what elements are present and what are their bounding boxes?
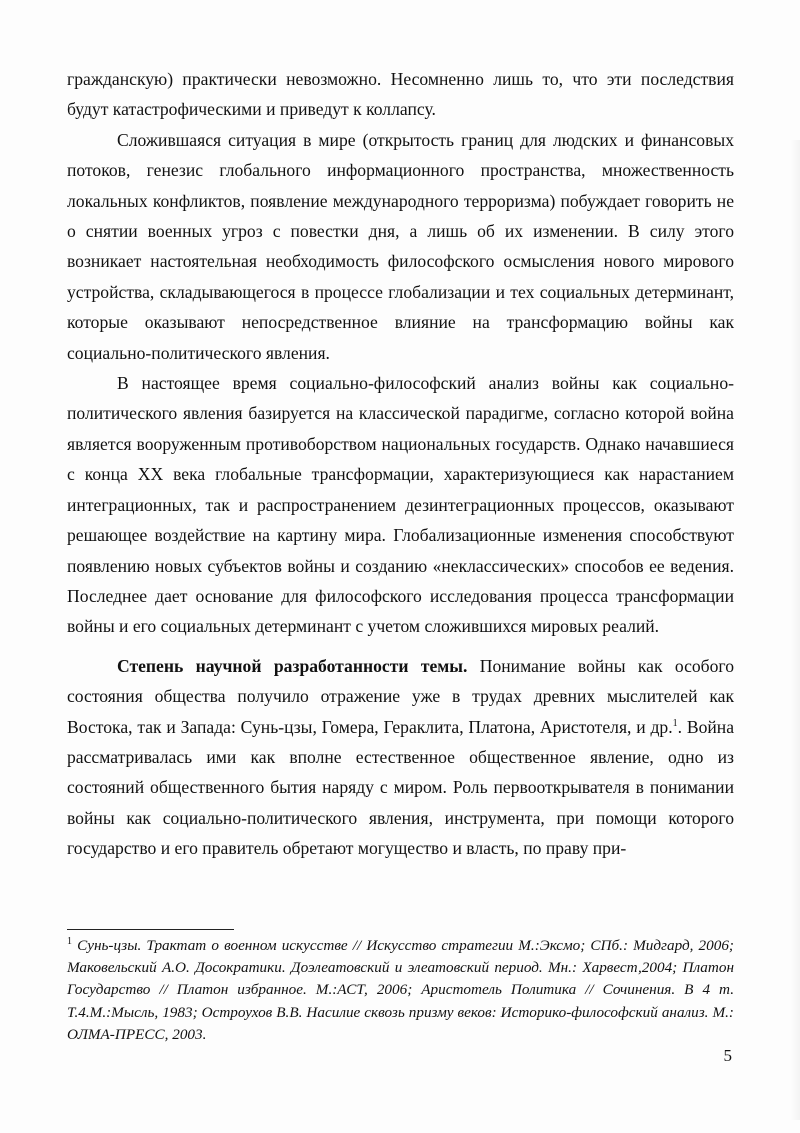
- page-number: 5: [723, 1046, 732, 1065]
- paragraph-1: гражданскую) практически невозможно. Несомненно лишь то, что эти последствия будут катастрофическими и приведут к коллапсу.: [67, 69, 734, 120]
- paragraph-3: В настоящее время социально-философский анализ войны как социально-политического явления базируется на классической парадигме, согласно которой война является вооруженным противоборством национальных государств. Однако начавшиеся с конца XX века глобальные трансформации, характеризующиеся как нарастанием интеграционных, так и распространением дезинтеграционных процессов, оказывают решающее воздействие на картину мира. Глобализационные изменения способствуют появлению новых субъектов войны и созданию «неклассических» способов ее ведения. Последнее дает основание для философского исследования процесса трансформации войны и его социальных детерминант с учетом сложившихся мировых реалий.: [67, 373, 734, 637]
- scan-edge-shadow: [790, 140, 800, 1120]
- footnote-text: Сунь-цзы. Трактат о военном искусстве // Искусство стратегии М.:Эксмо; СПб.: Мидгард, 2006; Маковельский А.О. Досократики. Доэлеатовский и элеатовский период. Мн.: Харвест,2004; Платон Государство // Платон избранное. М.:АСТ, 2006; Аристотель Политика // Сочинения. В 4 т. Т.4.М.:Мысль, 1983; Остроухов В.В. Насилие сквозь призму веков: Историко-философский анализ. М.: ОЛМА-ПРЕСС, 2003.: [67, 937, 734, 1043]
- footnote-reference: 1: [672, 717, 678, 729]
- paragraph-2: Сложившаяся ситуация в мире (открытость границ для людских и финансовых потоков, генезис глобального информационного пространства, множественность локальных конфликтов, появление международного терроризма) побуждает говорить не о снятии военных угроз с повестки дня, а лишь об их изменении. В силу этого возникает настоятельная необходимость философского осмысления нового мирового устройства, складывающегося в процессе глобализации и тех социальных детерминант, которые оказывают непосредственное влияние на трансформацию войны как социально-политического явления.: [67, 129, 734, 363]
- footnote-divider: [67, 929, 234, 930]
- section-heading: Степень научной разработанности темы.: [117, 655, 468, 676]
- paragraph-4-text-a: Понимание войны как особого состояния общества получило отражение уже в трудах древних мыслителей как Востока, так и Запада: Сунь-цзы, Гомера, Гераклита, Платона, Аристотеля, и др.: [67, 655, 734, 737]
- paragraph-4-text-b: . Война рассматривалась ими как вполне естественное общественное явление, одно из состояний общественного бытия наряду с миром. Роль первооткрывателя в понимании войны как социально-политического явления, инструмента, при помощи которого государство и его правитель обретают могущество и власть, по праву при-: [67, 716, 734, 859]
- paragraph-4: [67, 651, 734, 864]
- footnote-number: 1: [67, 935, 72, 947]
- body-text: [67, 64, 734, 864]
- footnote: [67, 935, 734, 1046]
